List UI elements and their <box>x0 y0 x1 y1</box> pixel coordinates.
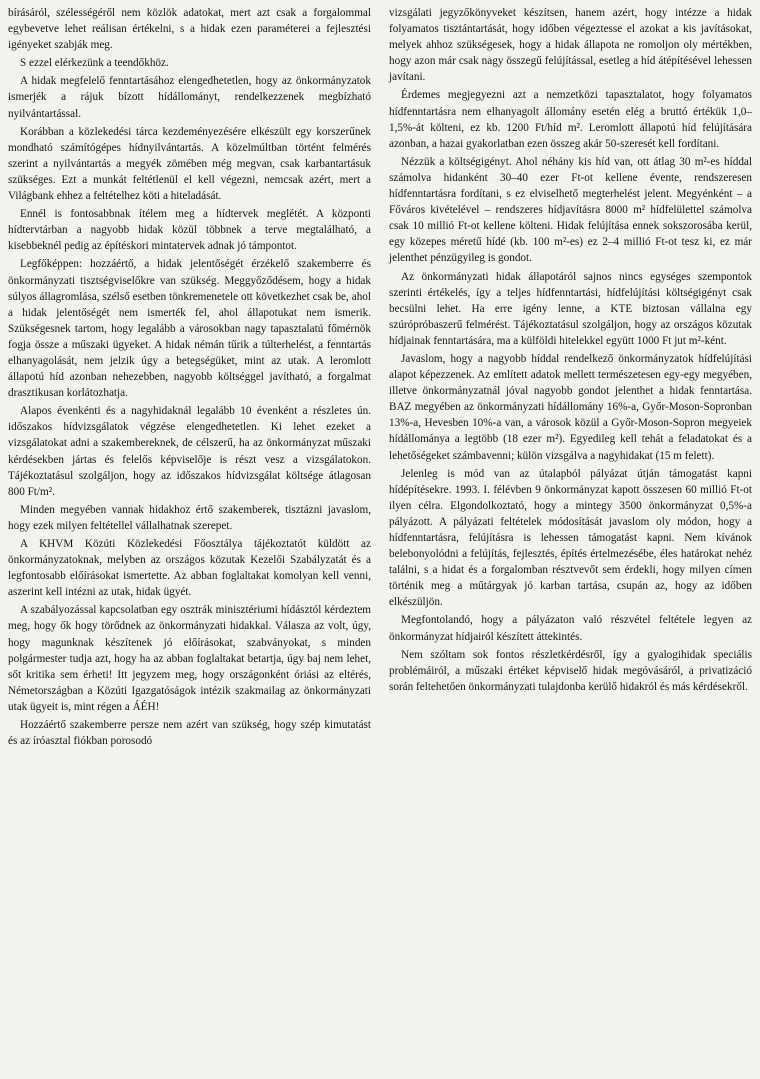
paragraph: bírásáról, szélességéről nem közlök adatokat, mert azt csak a forgalommal egybevetve lehet reálisan értékelni, s a hidak ezen paraméterei a fejlesztési igényeket szabják meg. <box>8 7 371 52</box>
paragraph: Minden megyében vannak hidakhoz értő szakemberek, tisztázni javaslom, hogy ezek milyen feltétellel vállalhatnak szerepet. <box>8 503 371 532</box>
paragraph: Alapos évenkénti és a nagyhidaknál legalább 10 évenként a részletes ún. időszakos hídvizsgálatok végzése elengedhetetlen. Ki lehet ezeket a vizsgálatokat adni a szakembereknek, de célszerű, ha az önkormányzat műszaki kérdésekben jártas és felelős képviselője is részt vesz a vizsgálatokon. Tájékoztatásul szolgáljon, hogy az időszakos hídvizsgálat költsége átlagosan 800 Ft/m². <box>8 405 371 498</box>
paragraph: Megfontolandó, hogy a pályázaton való részvétel feltétele legyen az önkormányzat hídjairól készített áttekintés. <box>389 614 752 643</box>
paragraph: Jelenleg is mód van az útalapból pályázat útján támogatást kapni hídépítésekre. 1993. I. félévben 9 önkormányzat kapott összesen 60 millió Ft-ot ilyen célra. Elgondolkoztató, hogy a mintegy 3500 önkormányzat 0,5%-a pályázott. A pályázati feltételek módosítását javaslom oly módon, hogy a hídfenntartásra, felújításra is lehessen támogatást kapni. Nem kívánok belebonyolódni a felújítás, fejlesztés, építés értelmezésébe, éles határokat nehéz találni, s a hidat és a forgalomban résztvevőt sem érdekli, hogy milyen címen történik meg a műtárgyak jó karban tartása, csupán az, hogy az időben elkészüljön. <box>389 467 752 609</box>
paragraph: Legfőképpen: hozzáértő, a hidak jelentőségét érzékelő szakemberre és önkormányzati tisztségviselőkre van szükség. Meggyőződésem, hogy a hidak súlyos állagromlása, szélső esetben tönkremenetele ott következhet csak be, ahol a hidak jelentőségét nem ismerték fel, ahol állapotukat nem ismerik. Szükségesnek tartom, hogy legalább a városokban nagy tapasztalatú főmérnök fogja össze a műszaki ügyeket. A hidak némán tűrik a túlterhelést, a fenntartás elhanyagolását, nem jelzik úgy a betegségüket, mint az utak. A leromlott állapotú híd azonban nehezebben, nagyobb költséggel javítható, a forgalmat drasztikusan korlátozhatja. <box>8 258 371 400</box>
paragraph: Nézzük a költségigényt. Ahol néhány kis híd van, ott átlag 30 m²-es híddal számolva hidanként 30–40 ezer Ft-ot kellene évente, rendszeresen hídfenntartásra fordítani, s ez elviselhető megterhelést jelent. Megyénként – a Főváros kivételével – rendszeres hídjavításra 8000 m² hídfelülettel számolva csak 10 millió Ft-ot kellene költeni. Hidak felújítása ennek sokszorosába kerül, egy közepes méretű hídé (kb. 100 m²-es) ez 2–4 millió Ft-ot tesz ki, ez már jelenthet pénzügyileg is gondot. <box>389 155 752 265</box>
paragraph: S ezzel elérkezünk a teendőkhöz. <box>20 57 169 70</box>
paragraph: A szabályozással kapcsolatban egy osztrák minisztériumi hídásztól kérdeztem meg, hogy ők hogy törődnek az önkormányzati hidakkal. Válasza az volt, úgy, hogy magunknak készítenek jó előírásokat, szabványokat, s minden polgármester tudja azt, hogy ha az abban foglaltakat betartja, úgy baj nem lehet, sőt kritika sem érheti! Itt jegyzem meg, hogy országonként óriási az eltérés, Németországban a Közúti Igazgatóságok intézik szakmailag az önkormányzati utak ügyeit is, mint régen a ÁÉH! <box>8 604 371 713</box>
left-text-column <box>8 5 371 1079</box>
paragraph: A hidak megfelelő fenntartásához elengedhetetlen, hogy az önkormányzatok ismerjék a rájuk bízott hídállományt, rendelkezzenek megbízható nyilvántartással. <box>8 75 371 120</box>
paragraph: Hozzáértő szakemberre persze nem azért van szükség, hogy szép kimutatást és az íróasztal fiókban porosodó <box>8 719 371 748</box>
paragraph: Ennél is fontosabbnak ítélem meg a hídtervek meglétét. A központi hídtervtárban a nagyobb hidak közül többnek a terve megtalálható, a kisebbeknél pedig az építéskori mintatervek adnak jó támpontot. <box>8 208 371 253</box>
paragraph: Az önkormányzati hidak állapotáról sajnos nincs egységes szempontok szerinti értékelés, így a teljes hídfenntartási, hídfelújítási költségigényt csak becsülni lehet. Ha erre igény lenne, a KTE biztosan vállalna egy szúrópróbaszerű felmérést. Tájékoztatásul szolgáljon, hogy az országos közutak hídjainak fenntartására, ma a külföldi hitelekkel együtt 1000 Ft jut m²-ként. <box>389 270 752 347</box>
right-text-column <box>389 5 752 1079</box>
paragraph: Korábban a közlekedési tárca kezdeményezésére elkészült egy korszerűnek mondható számítógépes hídnyilvántartás. A közelmúltban történt felmérés szerint a nyilvántartás a megyék zömében még megvan, csak karbantartásuk szükséges. Ezt a munkát feltétlenül el kell végezni, nemcsak azért, mert a Világbank ehhez a feltételhez köti a hiteladását. <box>8 125 371 203</box>
paragraph: Javaslom, hogy a nagyobb híddal rendelkező önkormányzatok hídfelújítási alapot képezzenek. Az említett adatok mellett természetesen egy-egy megyében, illetve önkormányzatnál jóval nagyobb gondot jelenthet a hidak fenntartása. BAZ megyében az önkormányzati hídállomány 16%-a, Győr-Moson-Sopronban 13%-a, Hevesben 10%-a van, a városok közül a Győr-Moson-Sopron megyeiek hídállománya a legtöbb (18 ezer m²). Egyedileg kell tehát a feladatokat és a lehetőségeket számbavenni; külön vizsgálva a nagyhidakat (15 m felett). <box>389 352 752 462</box>
paragraph: A KHVM Közúti Közlekedési Főosztálya tájékoztatót küldött az önkormányzatoknak, melyben az országos közutak Kezelői Szabályzatát és a legfontosabb előírásokat ismertette. Az abban foglaltakat komolyan kell venni, aszerint kell intézni az utak, hidak ügyét. <box>8 538 371 599</box>
paragraph: Nem szóltam sok fontos részletkérdésről, így a gyalogihidak speciális problémáiról, a műszaki értéket képviselő hidak megóvásáról, a privatizáció során feltehetően önkormányzati tulajdonba kerülő hidakról és más kérdésekről. <box>389 648 752 693</box>
paragraph: Érdemes megjegyezni azt a nemzetközi tapasztalatot, hogy folyamatos hídfenntartásra nem elhanyagolt állomány esetén elég a bruttó értékük 1,0–1,5%-át költeni, ez kb. 1200 Ft/híd m². Leromlott állapotú híd felújítására azonban, a hazai gyakorlatban ezen összeg akár 50-szeresét kell fordítani. <box>389 89 752 150</box>
paragraph: vizsgálati jegyzőkönyveket készítsen, hanem azért, hogy intézze a hidak folyamatos tisztántartását, hogy időben végeztesse el azokat a kis javításokat, melyek ahhoz szükségesek, hogy a hidak állapota ne romoljon oly mértékben, hogy azon már csak nagy összegű felújítással, esetleg a híd átépítésével lehessen javítani. <box>389 7 752 84</box>
